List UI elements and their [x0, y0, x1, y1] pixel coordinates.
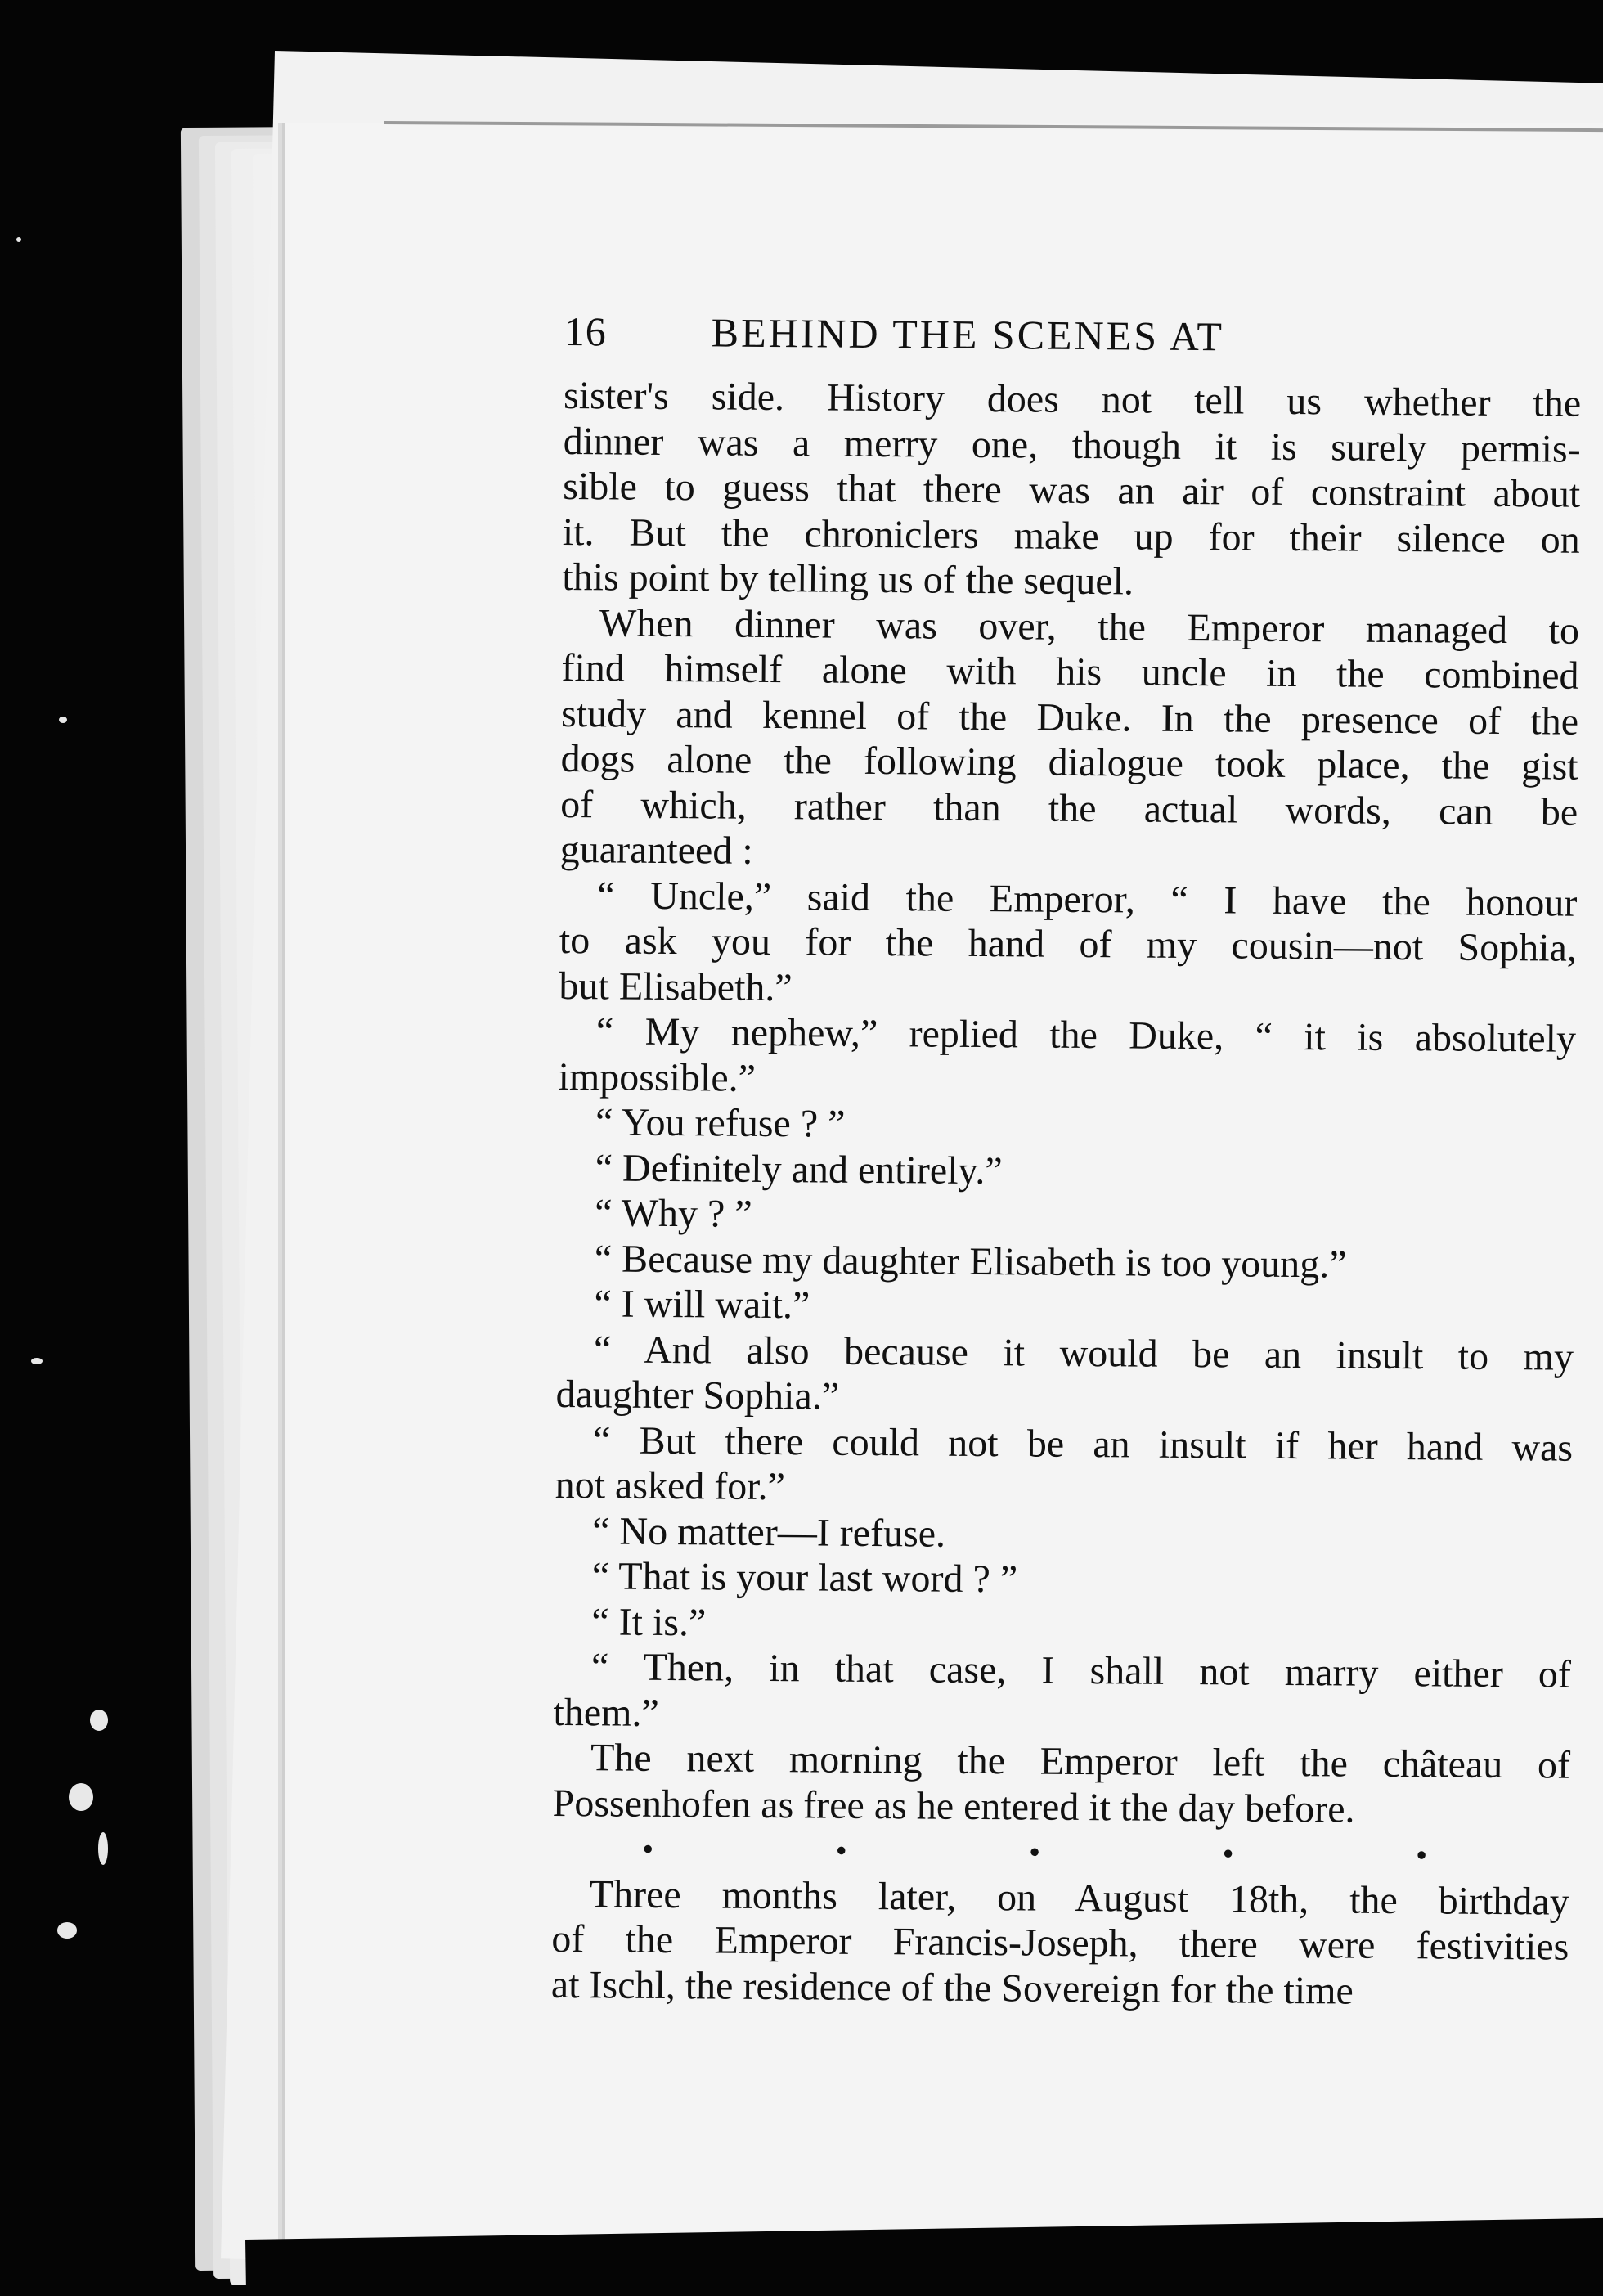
text-line: to ask you for the hand of my cousin—not Sophia, — [559, 918, 1578, 970]
paragraph — [558, 1099, 1575, 1152]
text-line: “ My nephew,” replied the Duke, “ it is absolutely — [595, 1009, 1577, 1061]
page-number: 16 — [564, 308, 607, 355]
text-line: at Ischl, the residence of the Sovereign for the time — [550, 1962, 1354, 2013]
paragraph — [555, 1417, 1573, 1516]
page-text — [551, 308, 1582, 2015]
text-line: of which, rather than the actual words, can be — [560, 782, 1578, 834]
paragraph — [558, 1144, 1575, 1197]
text-line: dinner was a merry one, though it is surely permis- — [563, 419, 1581, 471]
separator-mark: • — [1028, 1833, 1041, 1871]
paragraph — [555, 1553, 1572, 1606]
paragraph — [553, 1644, 1571, 1743]
text-line: this point by telling us of the sequel. — [562, 555, 1134, 604]
text-line: sible to guess that there was an air of constraint about — [563, 464, 1581, 516]
paragraph — [557, 1190, 1574, 1243]
text-line: but Elisabeth.” — [559, 964, 793, 1009]
text-line: guaranteed : — [559, 827, 753, 873]
text-line: When dinner was over, the Emperor managed to — [599, 600, 1580, 653]
running-header — [564, 308, 1582, 373]
text-line: sister's side. History does not tell us whether the — [563, 373, 1582, 425]
body-text — [552, 373, 1581, 1834]
paragraph — [555, 1507, 1572, 1561]
separator-mark: • — [1415, 1836, 1428, 1874]
text-line: of the Emperor Francis-Joseph, there were festivities — [551, 1916, 1569, 1969]
paragraph — [555, 1326, 1574, 1425]
final-paragraph — [551, 1871, 1569, 2015]
text-line: “ Because my daughter Elisabeth is too young.” — [594, 1236, 1347, 1287]
paragraph — [562, 373, 1581, 608]
text-line: Three months later, on August 18th, the birthday — [589, 1871, 1569, 1924]
paragraph — [552, 1735, 1570, 1834]
text-line: “ No matter—I refuse. — [592, 1508, 946, 1556]
paragraph — [554, 1598, 1571, 1651]
paragraph — [556, 1281, 1574, 1334]
text-line: it. But the chroniclers make up for their silence on — [562, 510, 1581, 562]
text-line: study and kennel of the Duke. In the presence of the — [560, 691, 1579, 744]
paragraph — [560, 600, 1580, 880]
text-line: “ Why ? ” — [595, 1191, 752, 1236]
text-line: “ That is your last word ? ” — [591, 1554, 1018, 1602]
paragraph — [559, 872, 1577, 1016]
text-line: “ I will wait.” — [594, 1282, 810, 1328]
text-line: “ But there could not be an insult if her hand was — [592, 1418, 1574, 1470]
text-line: daughter Sophia.” — [555, 1372, 840, 1418]
text-line: not asked for.” — [555, 1463, 786, 1509]
text-line: “ Uncle,” said the Emperor, “ I have the honour — [597, 873, 1578, 925]
text-line: Possenhofen as free as he entered it the day before. — [552, 1781, 1355, 1831]
paragraph — [558, 1009, 1576, 1108]
text-line: dogs alone the following dialogue took place, the gist — [560, 736, 1578, 789]
separator-mark: • — [642, 1830, 654, 1867]
text-line: impossible.” — [558, 1054, 757, 1100]
paragraph — [557, 1235, 1574, 1288]
text-line: “ You refuse ? ” — [595, 1100, 846, 1146]
running-head: BEHIND THE SCENES AT — [711, 309, 1225, 360]
text-line: them.” — [553, 1690, 660, 1735]
text-line: “ Definitely and entirely.” — [595, 1145, 1003, 1193]
text-line: “ It is.” — [591, 1599, 707, 1644]
text-line: The next morning the Emperor left the château of — [590, 1736, 1571, 1787]
text-line: “ And also because it would be an insult to my — [593, 1327, 1574, 1379]
separator-mark: • — [1222, 1835, 1234, 1872]
text-line: find himself alone with his uncle in the combined — [561, 645, 1579, 698]
text-line: “ Then, in that case, I shall not marry either of — [590, 1645, 1572, 1696]
section-separator — [642, 1826, 1427, 1878]
separator-mark: • — [835, 1831, 847, 1869]
